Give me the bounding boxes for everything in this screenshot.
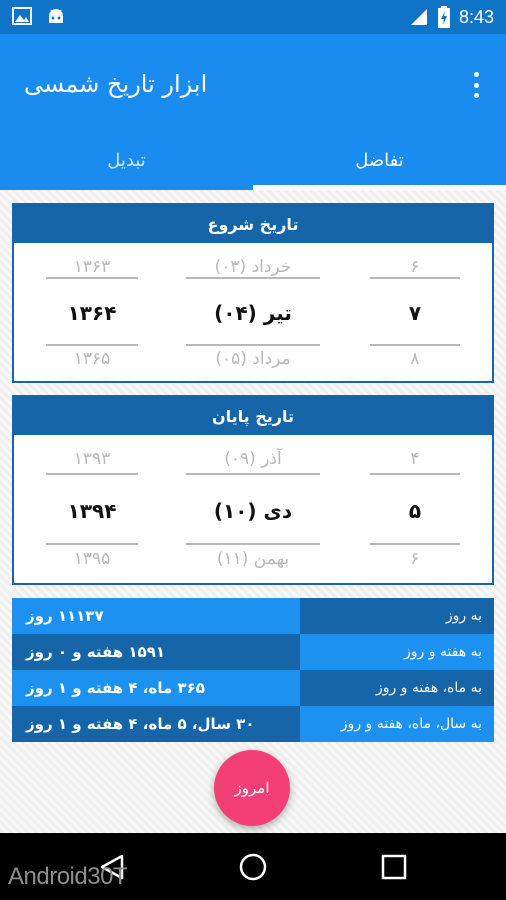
end-date-picker (14, 435, 492, 583)
result-value: ۱۱۱۳۷ روز (12, 598, 300, 634)
today-button[interactable] (214, 750, 290, 826)
day-selected: ۵ (408, 499, 422, 523)
divider (370, 344, 460, 346)
month-selected: دی (۱۰) (213, 499, 293, 523)
start-date-picker (14, 243, 492, 381)
divider (370, 473, 460, 475)
month-picker[interactable] (186, 243, 320, 381)
month-picker[interactable] (186, 435, 320, 573)
divider (46, 473, 138, 475)
result-row-years (12, 706, 494, 742)
day-picker[interactable] (370, 243, 460, 381)
year-next: ۱۳۹۵ (73, 549, 111, 569)
divider (46, 277, 138, 279)
divider (370, 543, 460, 545)
result-value: ۳۶۵ ماه، ۴ هفته و ۱ روز (12, 670, 300, 706)
start-date-header: تاریخ شروع (14, 205, 492, 243)
end-date-header: تاریخ پایان (14, 397, 492, 435)
day-next: ۸ (410, 349, 420, 369)
year-next: ۱۳۶۵ (73, 349, 111, 369)
day-next: ۶ (410, 549, 420, 569)
start-date-card (12, 203, 494, 383)
home-icon[interactable] (238, 852, 268, 882)
clock: 8:43 (458, 6, 494, 27)
divider (186, 543, 320, 545)
results-table (12, 598, 494, 742)
month-selected: تیر (۰۴) (214, 301, 292, 325)
divider (186, 344, 320, 346)
result-label: به ماه، هفته و روز (300, 670, 494, 706)
year-selected: ۱۳۶۴ (67, 301, 117, 325)
tab-bar (0, 130, 506, 190)
divider (370, 277, 460, 279)
tab-convert[interactable] (0, 130, 253, 190)
battery-charging-icon (437, 6, 451, 28)
signal-icon (409, 7, 429, 27)
app-title: ابزار تاریخ شمسی (24, 70, 208, 98)
day-picker[interactable] (370, 435, 460, 573)
divider (46, 543, 138, 545)
status-bar (0, 0, 506, 34)
overflow-menu-icon[interactable] (468, 72, 484, 98)
app-bar (0, 34, 506, 130)
tab-difference[interactable] (253, 130, 506, 190)
divider (46, 344, 138, 346)
year-prev: ۱۳۶۳ (73, 257, 111, 277)
month-next: مرداد (۰۵) (215, 349, 291, 369)
day-prev: ۶ (410, 257, 420, 277)
month-prev: خرداد (۰۳) (214, 257, 292, 277)
android-icon (46, 7, 66, 25)
tab-difference-label: تفاضل (355, 149, 404, 171)
watermark: Android30T (8, 863, 128, 890)
result-row-weeks (12, 634, 494, 670)
end-date-card (12, 395, 494, 585)
year-prev: ۱۳۹۳ (73, 449, 111, 469)
result-label: به روز (300, 598, 494, 634)
month-next: بهمن (۱۱) (216, 549, 290, 569)
result-label: به سال، ماه، هفته و روز (300, 706, 494, 742)
year-selected: ۱۳۹۴ (67, 499, 117, 523)
divider (186, 277, 320, 279)
result-value: ۳۰ سال، ۵ ماه، ۴ هفته و ۱ روز (12, 706, 300, 742)
navigation-bar (0, 833, 506, 900)
day-selected: ۷ (408, 301, 422, 325)
today-button-label: امروز (234, 779, 270, 797)
year-picker[interactable] (46, 243, 138, 381)
recents-icon[interactable] (381, 854, 407, 880)
tab-indicator (253, 185, 506, 190)
divider (186, 473, 320, 475)
image-icon (12, 7, 32, 25)
result-row-days (12, 598, 494, 634)
result-value: ۱۵۹۱ هفته و ۰ روز (12, 634, 300, 670)
month-prev: آذر (۰۹) (224, 449, 282, 469)
tab-convert-label: تبدیل (107, 149, 146, 171)
day-prev: ۴ (410, 449, 420, 469)
result-row-months (12, 670, 494, 706)
year-picker[interactable] (46, 435, 138, 573)
result-label: به هفته و روز (300, 634, 494, 670)
